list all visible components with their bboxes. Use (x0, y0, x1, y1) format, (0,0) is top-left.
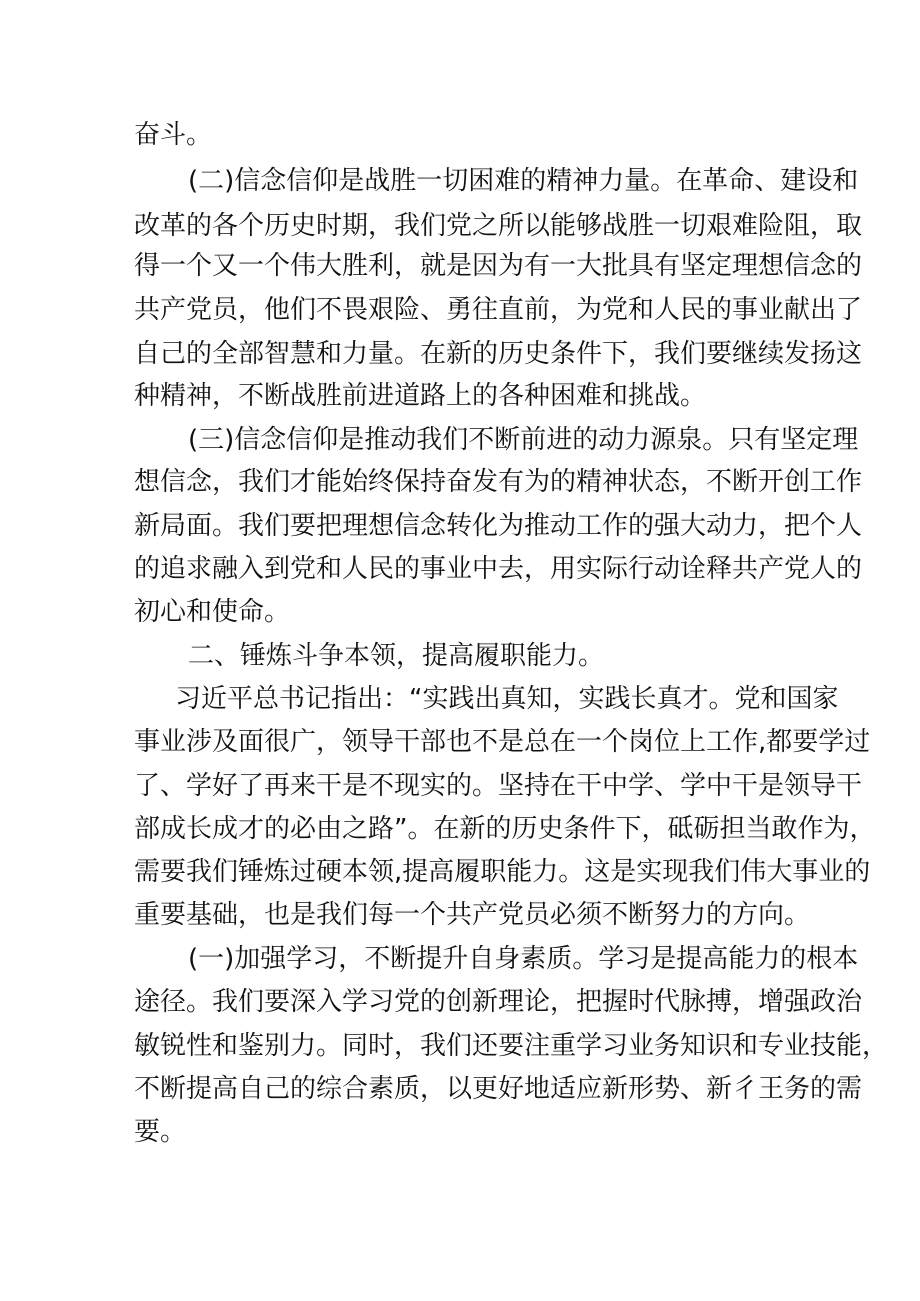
text-line: (三)信念信仰是推动我们不断前进的动力源泉。只有坚定理 (188, 425, 859, 455)
text-line: 想信念，我们才能始终保持奋发有为的精神状态，不断开创工作 (134, 467, 863, 497)
text-line: 事业涉及面很广，领导干部也不是总在一个岗位上工作,都要学过 (134, 727, 871, 757)
text-line: 敏锐性和鉴别力。同时，我们还要注重学习业务知识和专业技能， (134, 1031, 889, 1061)
text-line: 需要我们锤炼过硬本领,提高履职能力。这是实现我们伟大事业的 (134, 857, 871, 887)
section-heading: 二、锤炼斗争本领，提高履职能力。 (188, 641, 605, 671)
text-line: 自己的全部智慧和力量。在新的历史条件下，我们要继续发扬这 (134, 339, 863, 369)
text-line: (二)信念信仰是战胜一切困难的精神力量。在革命、建设和 (188, 166, 859, 196)
text-line: 改革的各个历史时期，我们党之所以能够战胜一切艰难险阻，取 (134, 211, 863, 241)
text-line: 不断提高自己的综合素质，以更好地适应新形势、新彳王务的需 (134, 1074, 863, 1104)
text-line: 部成长成才的必由之路”。在新的历史条件下，砥砺担当敢作为， (134, 814, 876, 844)
text-line: 习近平总书记指出：“实践出真知，实践长真才。党和国家 (175, 684, 839, 714)
text-line: 途径。我们要深入学习党的创新理论，把握时代脉搏，增强政治 (134, 987, 863, 1017)
text-line: 初心和使命。 (134, 597, 291, 627)
text-line: 共产党员，他们不畏艰险、勇往直前，为党和人民的事业献出了 (134, 295, 863, 325)
text-line: 奋斗。 (134, 120, 213, 150)
text-line: (一)加强学习，不断提升自身素质。学习是提高能力的根本 (188, 944, 859, 974)
text-line: 重要基础，也是我们每一个共产党员必须不断努力的方向。 (134, 900, 811, 930)
text-line: 的追求融入到党和人民的事业中去，用实际行动诠释共产党人的 (134, 554, 863, 584)
text-line: 要。 (134, 1117, 187, 1147)
text-line: 新局面。我们要把理想信念转化为推动工作的强大动力，把个人 (134, 511, 863, 541)
text-line: 种精神，不断战胜前进道路上的各种困难和挑战。 (134, 381, 707, 411)
text-line: 了、学好了再来干是不现实的。坚持在干中学、学中干是领导干 (134, 771, 863, 801)
text-line: 得一个又一个伟大胜利，就是因为有一大批具有坚定理想信念的 (134, 251, 863, 281)
